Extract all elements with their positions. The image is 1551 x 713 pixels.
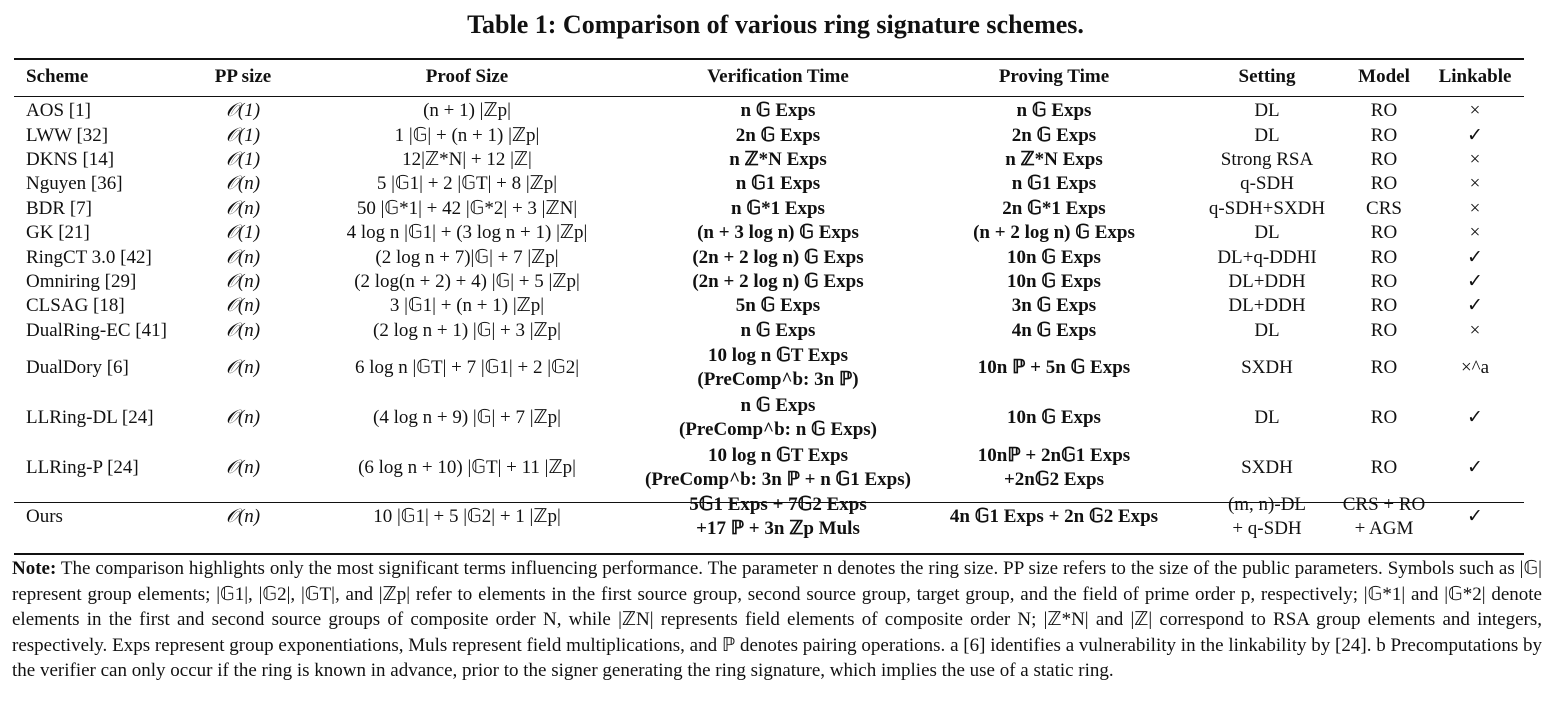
cell-verification-time-line: (PreComp^b: 3n ℙ) (697, 368, 859, 390)
table-row (14, 148, 1524, 172)
cell-proof-size: (2 log n + 7)|𝔾| + 7 |ℤp| (375, 246, 559, 268)
cell-verification-time (640, 493, 916, 541)
cell-verification-time-line: n 𝔾*1 Exps (731, 197, 825, 219)
table-row (14, 443, 1524, 493)
cell-model-line: RO (1370, 100, 1398, 122)
cell-model-line: RO (1370, 356, 1398, 378)
cell-setting-line: DL+DDH (1228, 270, 1306, 292)
header-linkable: Linkable (1438, 66, 1512, 87)
header-verification-time: Verification Time (707, 66, 849, 87)
cell-verification-time (640, 148, 916, 172)
cell-setting-line: DL (1254, 222, 1280, 244)
cell-linkable: ✓ (1467, 270, 1483, 292)
cell-proving-time-line: (n + 2 log n) 𝔾 Exps (973, 222, 1135, 244)
table-row (14, 393, 1524, 443)
cell-model (1342, 245, 1426, 269)
cell-verification-time-line: (n + 3 log n) 𝔾 Exps (697, 222, 859, 244)
cell-scheme: RingCT 3.0 [42] (26, 246, 152, 268)
cell-proving-time (916, 294, 1192, 318)
cell-setting-line: Strong RSA (1220, 148, 1314, 170)
table-row (14, 197, 1524, 221)
ours-row (14, 493, 1524, 541)
cell-pp-size: 𝒪(n) (225, 456, 261, 478)
cell-pp-size: 𝒪(n) (225, 505, 261, 527)
table-row (14, 93, 1524, 123)
cell-linkable: ×^a (1460, 356, 1490, 378)
cell-setting-line: (m, n)-DL (1227, 493, 1307, 515)
cell-proof-size: (4 log n + 9) |𝔾| + 7 |ℤp| (373, 406, 561, 428)
cell-pp-size: 𝒪(1) (225, 124, 261, 146)
cell-proof-size: (6 log n + 10) |𝔾T| + 11 |ℤp| (358, 456, 576, 478)
cell-proof-size: 6 log n |𝔾T| + 7 |𝔾1| + 2 |𝔾2| (354, 356, 580, 378)
header-proof-size: Proof Size (425, 66, 509, 87)
cell-proving-time (916, 221, 1192, 245)
cell-setting-line: DL+q-DDHI (1217, 246, 1317, 268)
cell-linkable: ✓ (1467, 505, 1483, 527)
cell-model (1342, 197, 1426, 221)
cell-verification-time-line: (2n + 2 log n) 𝔾 Exps (692, 246, 864, 268)
cell-setting (1192, 343, 1342, 393)
cell-linkable: ✓ (1467, 406, 1483, 428)
cell-verification-time-line: (2n + 2 log n) 𝔾 Exps (692, 270, 864, 292)
cell-model-line: + AGM (1354, 517, 1414, 539)
cell-proof-size: 4 log n |𝔾1| + (3 log n + 1) |ℤp| (346, 222, 588, 244)
cell-proving-time-line: 3n 𝔾 Exps (1011, 295, 1097, 317)
cell-model (1342, 148, 1426, 172)
cell-proving-time-line: 10n 𝔾 Exps (1007, 406, 1101, 428)
cell-pp-size: 𝒪(n) (225, 295, 261, 317)
cell-proof-size: 1 |𝔾| + (n + 1) |ℤp| (394, 124, 540, 146)
cell-proof-size: 10 |𝔾1| + 5 |𝔾2| + 1 |ℤp| (373, 505, 561, 527)
table-row (14, 123, 1524, 147)
cell-scheme: Ours (26, 505, 63, 527)
cell-scheme: Omniring [29] (26, 270, 137, 292)
cell-proof-size: 3 |𝔾1| + (n + 1) |ℤp| (389, 295, 545, 317)
cell-proving-time (916, 148, 1192, 172)
header-model: Model (1358, 66, 1410, 87)
cell-model-line: CRS (1366, 197, 1402, 219)
cell-model-line: RO (1370, 319, 1398, 341)
cell-setting (1192, 319, 1342, 343)
cell-linkable: ✓ (1467, 295, 1483, 317)
cell-verification-time-line: n 𝔾 Exps (740, 319, 816, 341)
cell-verification-time-line: n 𝔾 Exps (740, 394, 816, 416)
cell-scheme: DualRing-EC [41] (26, 319, 167, 341)
cell-proving-time (916, 123, 1192, 147)
cell-setting (1192, 93, 1342, 123)
cell-model (1342, 221, 1426, 245)
cell-scheme: LLRing-DL [24] (26, 406, 154, 428)
cell-linkable: ✓ (1467, 456, 1483, 478)
cell-setting (1192, 172, 1342, 196)
cell-scheme: AOS [1] (26, 100, 91, 122)
cell-proving-time (916, 245, 1192, 269)
cell-setting (1192, 123, 1342, 147)
cell-model-line: RO (1370, 246, 1398, 268)
cell-setting (1192, 245, 1342, 269)
cell-proving-time (916, 93, 1192, 123)
cell-linkable: ✓ (1467, 124, 1483, 146)
cell-model (1342, 93, 1426, 123)
cell-pp-size: 𝒪(n) (225, 406, 261, 428)
cell-proof-size: (2 log n + 1) |𝔾| + 3 |ℤp| (373, 319, 561, 341)
table-row (14, 270, 1524, 294)
comparison-table (14, 61, 1524, 541)
note-text: The comparison highlights only the most significant terms influencing performance. The parameter n denotes the ring size. PP size refers to the size of the public parameters. Symbols such as |𝔾| represent group elements; |𝔾1|, |𝔾2|, |𝔾T|, and |ℤp| refer to elements in the first source group, second source group, target group, and the field of prime order p, respectively; |𝔾*1| and |𝔾*2| denote elements in the first and second source groups of composite order N, while |ℤN| represents field elements of composite order N; |ℤ*N| and |ℤ| correspond to RSA group elements and integers, respectively. Exps represent group exponentiations, Muls represent field multiplications, and ℙ denotes pairing operations. a [6] identifies a vulnerability in the linkability by [24]. b Precomputations by the verifier can only occur if the ring is known in advance, prior to the signer generating the ring signature, which implies the use of a static ring. (12, 558, 1542, 681)
cell-setting-line: DL (1254, 406, 1280, 428)
cell-model-line: RO (1370, 270, 1398, 292)
cell-setting-line: q-SDH (1240, 173, 1294, 195)
cell-model-line: RO (1370, 148, 1398, 170)
cell-verification-time-line: (PreComp^b: 3n ℙ + n 𝔾1 Exps) (645, 468, 911, 490)
cell-scheme: GK [21] (26, 222, 90, 244)
cell-model (1342, 319, 1426, 343)
cell-linkable: × (1469, 197, 1481, 219)
cell-setting-line: DL (1254, 124, 1280, 146)
cell-proving-time (916, 197, 1192, 221)
cell-linkable: × (1469, 173, 1481, 195)
cell-scheme: DualDory [6] (26, 356, 129, 378)
table-row (14, 343, 1524, 393)
cell-setting-line: DL (1254, 319, 1280, 341)
bottom-rule (14, 553, 1524, 555)
cell-model-line: RO (1370, 173, 1398, 195)
cell-verification-time (640, 221, 916, 245)
cell-model-line: RO (1370, 456, 1398, 478)
cell-verification-time-line: 5𝔾1 Exps + 7𝔾2 Exps (689, 493, 867, 515)
cell-verification-time-line: +17 ℙ + 3n ℤp Muls (696, 517, 860, 539)
cell-setting-line: DL+DDH (1228, 295, 1306, 317)
cell-setting (1192, 493, 1342, 541)
cell-scheme: LWW [32] (26, 124, 109, 146)
cell-proving-time (916, 443, 1192, 493)
cell-verification-time (640, 270, 916, 294)
cell-pp-size: 𝒪(n) (225, 197, 261, 219)
cell-pp-size: 𝒪(1) (225, 222, 261, 244)
cell-verification-time-line: 10 log n 𝔾T Exps (707, 344, 849, 366)
header-scheme: Scheme (26, 66, 89, 87)
cell-proof-size: (2 log(n + 2) + 4) |𝔾| + 5 |ℤp| (354, 270, 580, 292)
cell-model (1342, 443, 1426, 493)
cell-model (1342, 123, 1426, 147)
cell-setting-line: SXDH (1241, 356, 1293, 378)
cell-setting (1192, 197, 1342, 221)
cell-pp-size: 𝒪(n) (225, 173, 261, 195)
cell-linkable: × (1469, 148, 1481, 170)
cell-setting-line: SXDH (1241, 456, 1293, 478)
header-setting: Setting (1238, 66, 1296, 87)
cell-model-line: RO (1370, 406, 1398, 428)
cell-setting (1192, 221, 1342, 245)
cell-verification-time-line: 2n 𝔾 Exps (735, 124, 821, 146)
cell-proving-time-line: 4n 𝔾1 Exps + 2n 𝔾2 Exps (949, 505, 1159, 527)
cell-verification-time (640, 393, 916, 443)
cell-verification-time-line: (PreComp^b: n 𝔾 Exps) (678, 418, 877, 440)
top-rule (14, 58, 1524, 60)
cell-verification-time (640, 197, 916, 221)
cell-model (1342, 294, 1426, 318)
cell-model-line: RO (1370, 124, 1398, 146)
cell-verification-time (640, 123, 916, 147)
cell-proving-time (916, 343, 1192, 393)
cell-proof-size: (n + 1) |ℤp| (423, 100, 511, 122)
cell-model (1342, 172, 1426, 196)
cell-setting (1192, 443, 1342, 493)
cell-pp-size: 𝒪(n) (225, 319, 261, 341)
cell-proving-time-line: 2n 𝔾 Exps (1011, 124, 1097, 146)
cell-scheme: DKNS [14] (26, 148, 115, 170)
cell-proof-size: 12|ℤ*N| + 12 |ℤ| (402, 148, 532, 170)
cell-scheme: BDR [7] (26, 197, 92, 219)
cell-linkable: × (1469, 100, 1481, 122)
cell-proving-time-line: 4n 𝔾 Exps (1011, 319, 1097, 341)
cell-proof-size: 5 |𝔾1| + 2 |𝔾T| + 8 |ℤp| (376, 173, 558, 195)
cell-model-line: RO (1370, 222, 1398, 244)
table-row (14, 221, 1524, 245)
cell-verification-time (640, 245, 916, 269)
cell-verification-time-line: 10 log n 𝔾T Exps (707, 444, 849, 466)
cell-verification-time (640, 172, 916, 196)
cell-scheme: Nguyen [36] (26, 173, 123, 195)
cell-model-line: RO (1370, 295, 1398, 317)
cell-pp-size: 𝒪(1) (225, 100, 261, 122)
cell-model (1342, 393, 1426, 443)
cell-proving-time-line: 10n 𝔾 Exps (1007, 270, 1101, 292)
cell-model (1342, 493, 1426, 541)
table-caption: Table 1: Comparison of various ring signature schemes. (467, 10, 1084, 39)
cell-verification-time-line: n 𝔾1 Exps (735, 173, 821, 195)
table-row (14, 172, 1524, 196)
cell-setting (1192, 270, 1342, 294)
cell-proving-time-line: 10nℙ + 2n𝔾1 Exps (977, 444, 1131, 466)
cell-linkable: × (1469, 319, 1481, 341)
cell-setting-line: q-SDH+SXDH (1208, 197, 1326, 219)
cell-pp-size: 𝒪(n) (225, 246, 261, 268)
note-label: Note: (12, 558, 57, 579)
table-row (14, 245, 1524, 269)
cell-proving-time (916, 393, 1192, 443)
table-header-row (14, 61, 1524, 93)
table-note (12, 556, 1542, 684)
cell-setting (1192, 294, 1342, 318)
cell-proving-time-line: 10n 𝔾 Exps (1007, 246, 1101, 268)
cell-scheme: CLSAG [18] (26, 295, 125, 317)
cell-proving-time-line: 10n ℙ + 5n 𝔾 Exps (977, 356, 1131, 378)
cell-verification-time (640, 294, 916, 318)
cell-setting-line: DL (1254, 100, 1280, 122)
cell-setting (1192, 393, 1342, 443)
cell-linkable: × (1469, 222, 1481, 244)
cell-pp-size: 𝒪(n) (225, 356, 261, 378)
cell-setting (1192, 148, 1342, 172)
cell-verification-time (640, 93, 916, 123)
cell-pp-size: 𝒪(n) (225, 270, 261, 292)
cell-proving-time (916, 493, 1192, 541)
cell-proving-time-line: n ℤ*N Exps (1005, 148, 1103, 170)
cell-linkable: ✓ (1467, 246, 1483, 268)
cell-proving-time-line: n 𝔾1 Exps (1011, 173, 1097, 195)
cell-pp-size: 𝒪(1) (225, 148, 261, 170)
cell-verification-time-line: n 𝔾 Exps (740, 100, 816, 122)
cell-proving-time (916, 172, 1192, 196)
cell-verification-time (640, 319, 916, 343)
cell-proving-time-line: +2n𝔾2 Exps (1003, 468, 1104, 490)
cell-proving-time (916, 270, 1192, 294)
cell-model (1342, 270, 1426, 294)
cell-model-line: CRS + RO (1342, 493, 1426, 515)
cell-verification-time (640, 343, 916, 393)
cell-verification-time-line: n ℤ*N Exps (729, 148, 827, 170)
cell-verification-time-line: 5n 𝔾 Exps (735, 295, 821, 317)
cell-model (1342, 343, 1426, 393)
table-row (14, 294, 1524, 318)
cell-scheme: LLRing-P [24] (26, 456, 139, 478)
cell-proving-time-line: 2n 𝔾*1 Exps (1002, 197, 1106, 219)
header-pp-size: PP size (214, 66, 272, 87)
cell-proof-size: 50 |𝔾*1| + 42 |𝔾*2| + 3 |ℤN| (356, 197, 578, 219)
cell-setting-line: + q-SDH (1232, 517, 1302, 539)
table-row (14, 319, 1524, 343)
cell-proving-time-line: n 𝔾 Exps (1016, 100, 1092, 122)
header-proving-time: Proving Time (998, 66, 1110, 87)
cell-verification-time (640, 443, 916, 493)
cell-proving-time (916, 319, 1192, 343)
